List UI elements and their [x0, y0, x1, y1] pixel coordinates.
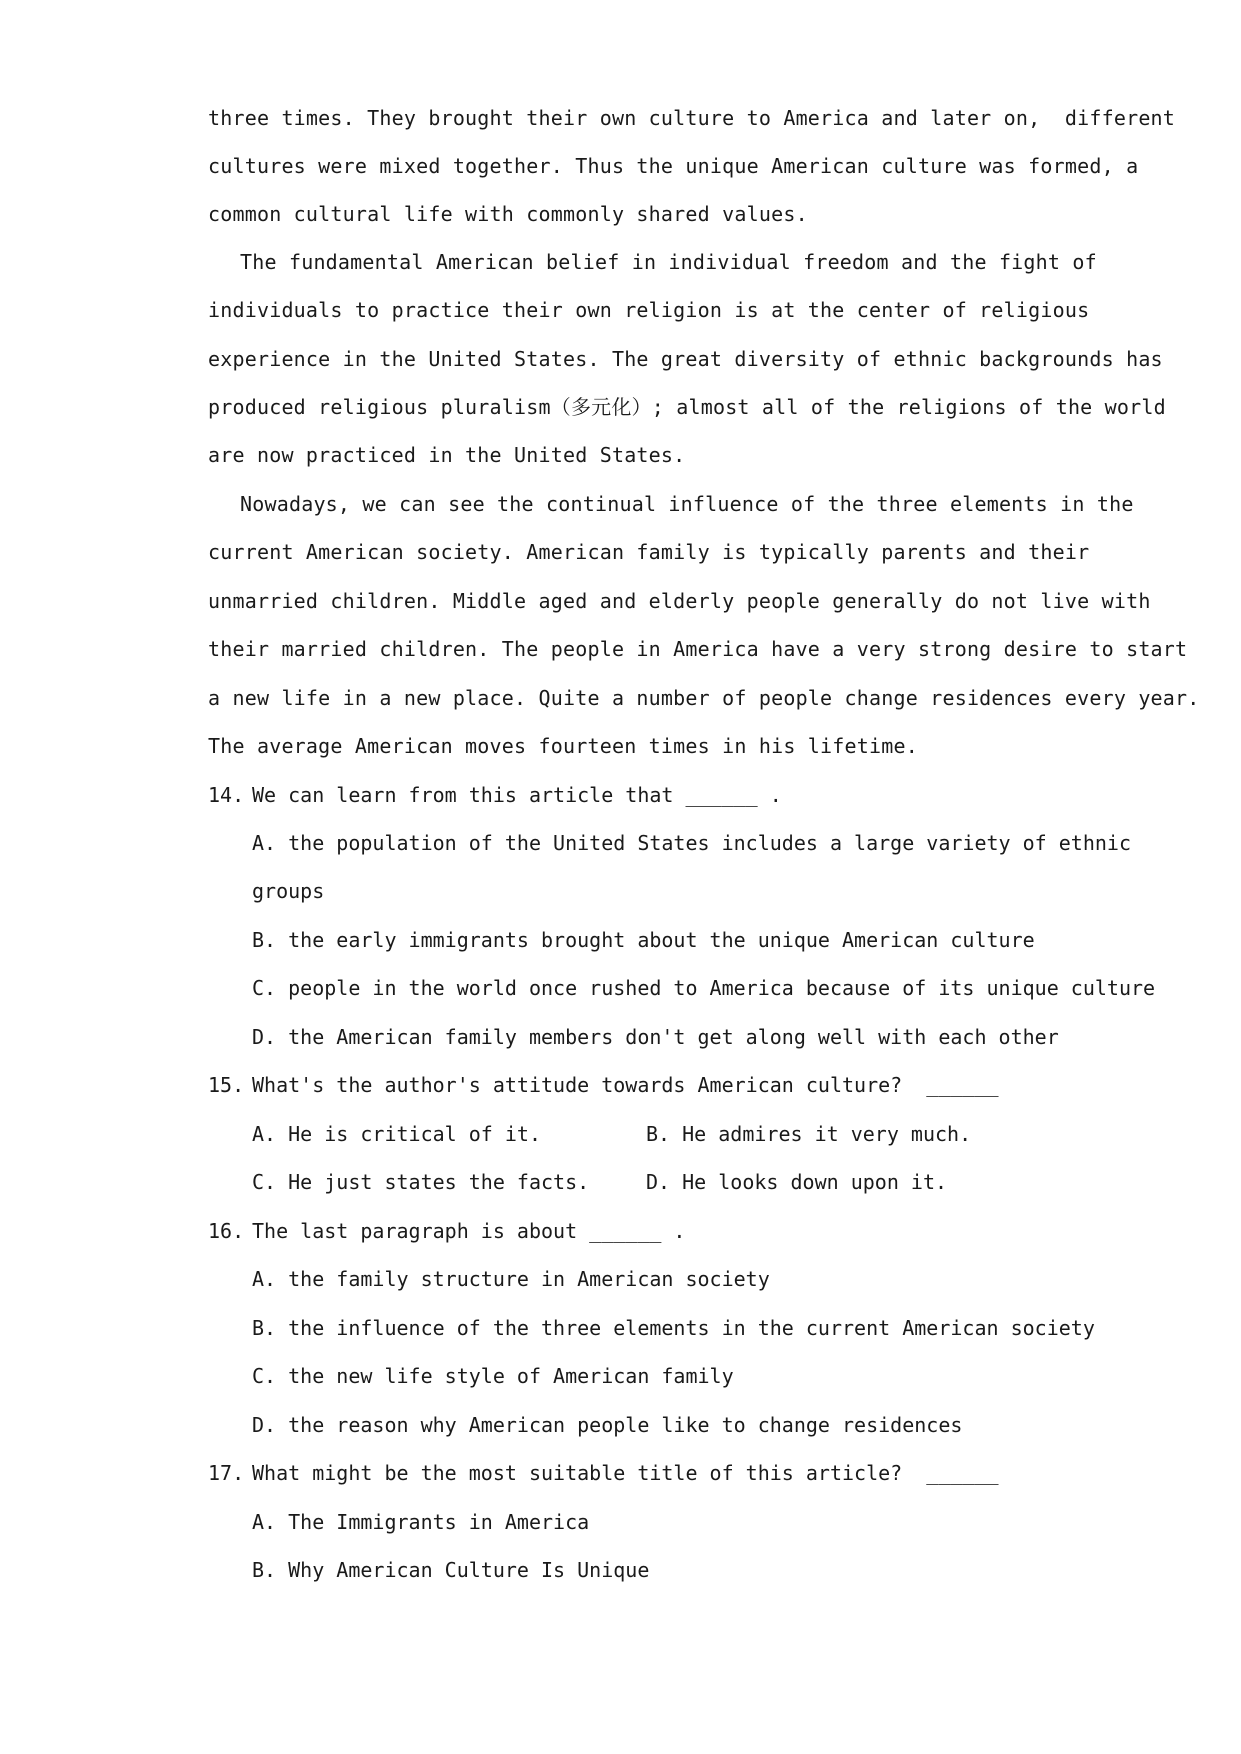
option-d[interactable]: D. He looks down upon it.: [646, 1170, 948, 1194]
option-c[interactable]: C. He just states the facts.: [252, 1170, 590, 1194]
question-number: 14.: [208, 783, 245, 807]
passage-line: experience in the United States. The great diversity of ethnic backgrounds has: [208, 347, 1163, 371]
passage-line: unmarried children. Middle aged and elderly people generally do not live with: [208, 589, 1151, 613]
option-c[interactable]: C. the new life style of American family: [252, 1364, 734, 1388]
question-number: 16.: [208, 1219, 245, 1243]
passage-line: individuals to practice their own religion is at the center of religious: [208, 298, 1090, 322]
passage-line: a new life in a new place. Quite a number of people change residences every year.: [208, 686, 1200, 710]
question-text: The last paragraph is about ______ .: [252, 1219, 686, 1243]
passage-line: are now practiced in the United States.: [208, 443, 686, 467]
question-text: What's the author's attitude towards American culture? ______: [252, 1073, 999, 1097]
option-a[interactable]: A. the family structure in American society: [252, 1267, 770, 1291]
passage-line: current American society. American family is typically parents and their: [208, 540, 1090, 564]
passage-line: three times. They brought their own culture to America and later on, different: [208, 106, 1176, 130]
question-text: We can learn from this article that ______ .: [252, 783, 782, 807]
option-a[interactable]: A. the population of the United States includes a large variety of ethnic: [252, 831, 1131, 855]
question-number: 15.: [208, 1073, 245, 1097]
option-b[interactable]: B. Why American Culture Is Unique: [252, 1558, 650, 1582]
option-a[interactable]: A. He is critical of it.: [252, 1122, 541, 1146]
option-b[interactable]: B. the early immigrants brought about the unique American culture: [252, 928, 1035, 952]
passage-line: The fundamental American belief in individual freedom and the fight of: [240, 250, 1097, 274]
question-number: 17.: [208, 1461, 245, 1485]
passage-line: their married children. The people in America have a very strong desire to start: [208, 637, 1188, 661]
option-b[interactable]: B. the influence of the three elements in the current American society: [252, 1316, 1095, 1340]
passage-line: The average American moves fourteen times in his lifetime.: [208, 734, 918, 758]
option-d[interactable]: D. the reason why American people like to change residences: [252, 1413, 963, 1437]
passage-line: common cultural life with commonly shared values.: [208, 202, 808, 226]
option-c[interactable]: C. people in the world once rushed to America because of its unique culture: [252, 976, 1156, 1000]
passage-line: Nowadays, we can see the continual influence of the three elements in the: [240, 492, 1134, 516]
passage-line: cultures were mixed together. Thus the unique American culture was formed, a: [208, 154, 1139, 178]
option-a-continued: groups: [252, 879, 325, 903]
option-d[interactable]: D. the American family members don't get along well with each other: [252, 1025, 1059, 1049]
option-b[interactable]: B. He admires it very much.: [646, 1122, 972, 1146]
option-a[interactable]: A. The Immigrants in America: [252, 1510, 590, 1534]
passage-line: produced religious pluralism（多元化）; almost all of the religions of the world: [208, 395, 1166, 419]
question-text: What might be the most suitable title of this article? ______: [252, 1461, 999, 1485]
